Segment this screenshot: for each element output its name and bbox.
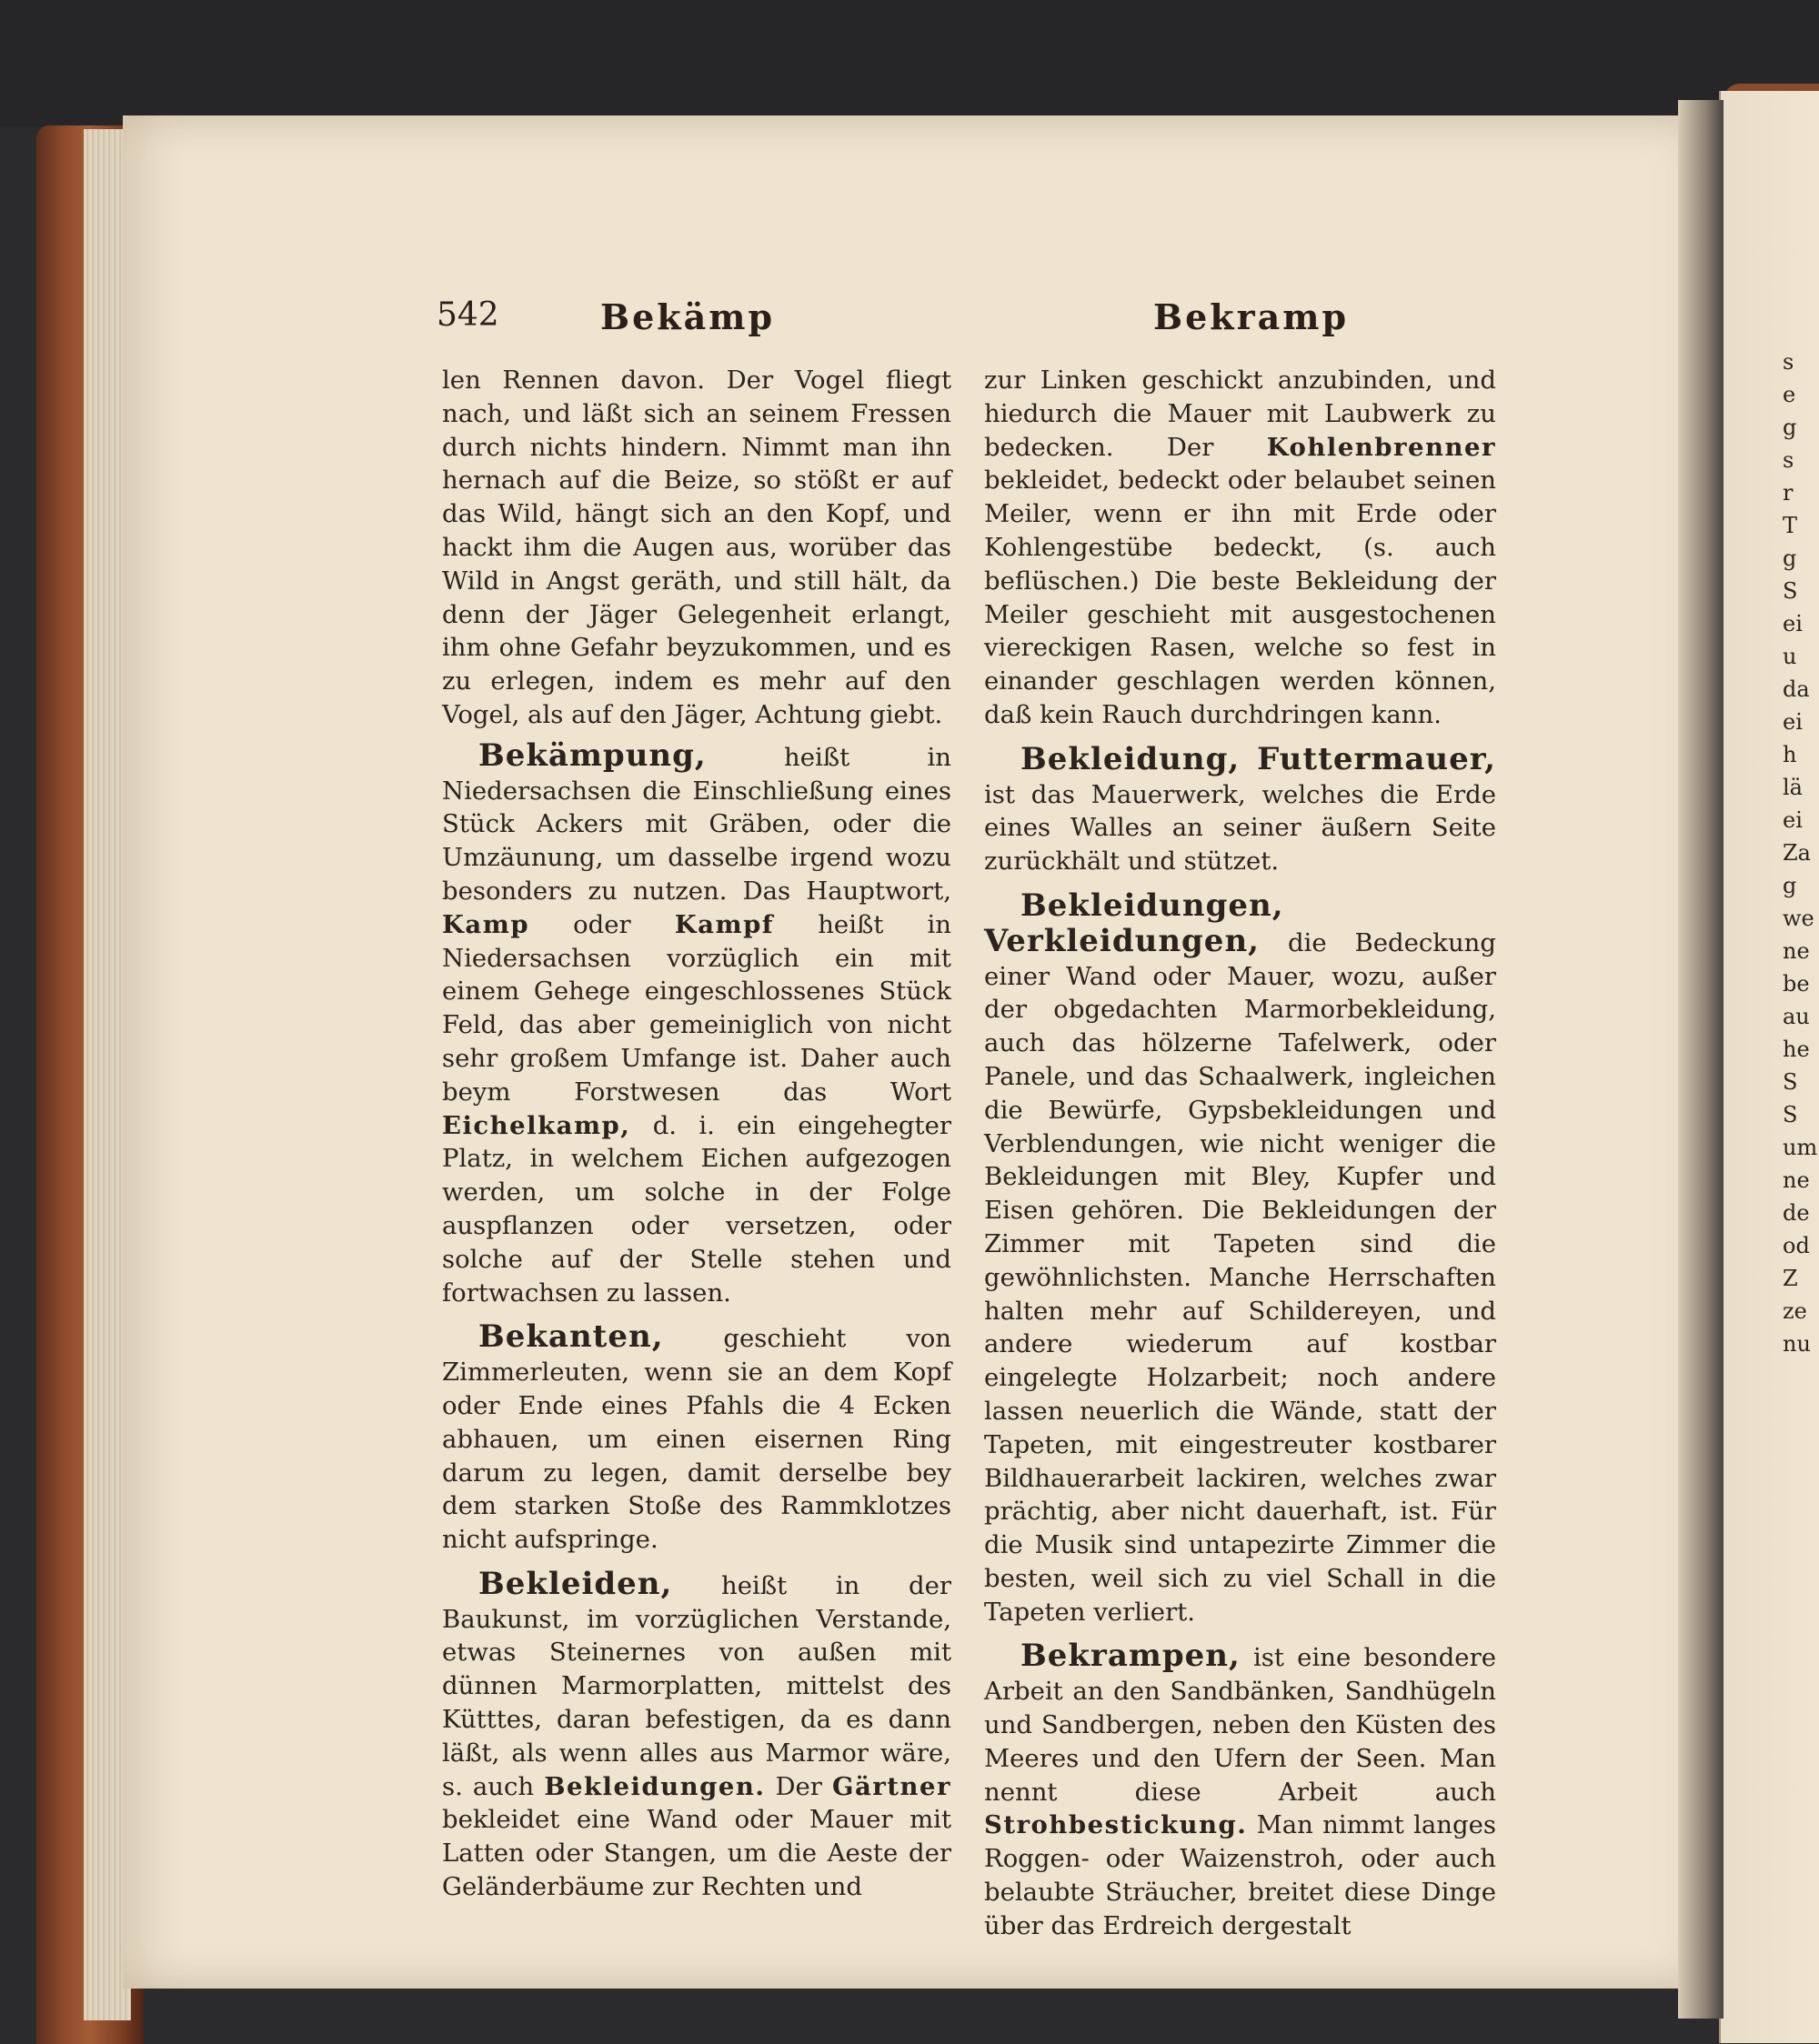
fragment: we xyxy=(1783,906,1814,931)
headword: Bekleidung, Futtermauer, xyxy=(1020,740,1496,777)
fragment: g xyxy=(1783,873,1797,898)
fragment: ne xyxy=(1783,938,1810,964)
fragment: be xyxy=(1783,971,1810,997)
fragment: g xyxy=(1783,415,1797,440)
fragment: um xyxy=(1783,1135,1818,1160)
running-head-left: Bekämp xyxy=(600,296,776,337)
fragment: h xyxy=(1783,742,1797,767)
continuation-paragraph: len Rennen davon. Der Vogel fliegt nach, und läßt sich an seinem Fressen durch nichts hindern. Nimmt man ihn hernach auf die Beize, so stößt er auf das Wild, hängt sich an den Kopf, und hackt ihm die Augen aus, worüber das Wild in Angst geräth, und still hält, da denn der Jäger Gelegenheit erlangt, ihm ohne Gefahr beyzukommen, und es zu erlegen, indem es mehr auf den Vogel, als auf den Jäger, Achtung giebt. xyxy=(442,366,951,729)
fragment: ne xyxy=(1783,1167,1810,1193)
fragment: au xyxy=(1783,1004,1810,1029)
fragment: S xyxy=(1783,1102,1798,1127)
fragment: s xyxy=(1783,349,1794,375)
fragment: S xyxy=(1783,578,1798,604)
emphasis-term: Gärtner xyxy=(832,1771,951,1801)
headword: Bekleiden, xyxy=(478,1565,673,1602)
page-number: 542 xyxy=(437,296,499,334)
running-head-right: Bekramp xyxy=(1153,296,1350,337)
fragment: od xyxy=(1783,1233,1810,1258)
fragment: Z xyxy=(1783,1266,1798,1291)
fragment: ei xyxy=(1783,611,1803,636)
fragment: g xyxy=(1783,546,1797,571)
facing-page-text-fragments xyxy=(1783,346,1819,1360)
emphasis-term: Kampf xyxy=(674,909,775,939)
emphasis-term: Kohlenbrenner xyxy=(1266,432,1496,462)
headword: Bekleidungen, Verkleidungen, xyxy=(984,887,1284,959)
emphasis-term: Bekleidungen. xyxy=(544,1771,766,1801)
headword: Bekämpung, xyxy=(478,736,707,774)
fragment: he xyxy=(1783,1037,1810,1062)
fragment: e xyxy=(1783,382,1796,407)
entry-bekleidung-futtermauer: Bekleidung, Futtermauer, ist das Mauerwerk, welches die Erde eines Walles an seiner äußern Seite zurückhält und stützet. xyxy=(984,740,1496,877)
book-gutter xyxy=(1678,100,1724,2019)
emphasis-term: Eichelkamp, xyxy=(442,1110,631,1140)
emphasis-term: Kamp xyxy=(442,909,530,939)
fragment: ei xyxy=(1783,807,1803,833)
fragment: ze xyxy=(1783,1298,1807,1324)
fragment: de xyxy=(1783,1200,1810,1226)
continuation-paragraph: zur Linken geschickt anzubinden, und hiedurch die Mauer mit Laubwerk zu bedecken. Der Kohlenbrenner bekleidet, bedeckt oder belaubet seinen Meiler, wenn er ihn mit Erde oder Kohlengestübe bedeckt, (s. auch beflüschen.) Die beste Bekleidung der Meiler geschieht mit ausgestochenen viereckigen Rasen, welche so fest in einander geschlagen werden können, daß kein Rauch durchdringen kann. xyxy=(984,366,1496,729)
fragment: r xyxy=(1783,480,1794,506)
fragment: T xyxy=(1783,513,1798,538)
fragment: u xyxy=(1783,644,1797,669)
entry-bekleiden: Bekleiden, heißt in der Baukunst, im vorzüglichen Verstande, etwas Steinernes von außen mit dünnen Marmorplatten, mittelst des Kütttes, daran befestigen, da es dann läßt, als wenn alles aus Marmor wäre, s. auch Bekleidungen. Der Gärtner bekleidet eine Wand oder Mauer mit Latten oder Stangen, um die Aeste der Geländerbäume zur Rechten und xyxy=(442,1565,951,1902)
headword: Bekrampen, xyxy=(1020,1638,1241,1675)
left-column xyxy=(442,364,951,1904)
entry-bekanten: Bekanten, geschieht von Zimmerleuten, wenn sie an dem Kopf oder Ende eines Pfahls die 4 Ecken abhauen, um einen eisernen Ring darum zu legen, damit derselbe bey dem starken Stoße des Rammklotzes nicht aufspringe. xyxy=(442,1318,951,1555)
fragment: da xyxy=(1783,676,1810,702)
fragment: ei xyxy=(1783,709,1803,735)
right-column xyxy=(984,364,1496,1943)
fragment: nu xyxy=(1783,1331,1811,1357)
fragment: Za xyxy=(1783,840,1811,866)
fragment: s xyxy=(1783,447,1794,473)
fragment: S xyxy=(1783,1069,1798,1095)
background-shadow xyxy=(0,0,1819,127)
entry-bekrampen: Bekrampen, ist eine besondere Arbeit an den Sandbänken, Sandhügeln und Sandbergen, neben den Küsten des Meeres und den Ufern der Seen. Man nennt diese Arbeit auch Strohbestickung. Man nimmt langes Roggen- oder Waizenstroh, oder auch belaubte Sträucher, breitet diese Dinge über das Erdreich dergestalt xyxy=(984,1638,1496,1940)
entry-bekaempung: Bekämpung, heißt in Niedersachsen die Einschließung eines Stück Ackers mit Gräben, oder die Umzäunung, um dasselbe irgend wozu besonders zu nutzen. Das Hauptwort, Kamp oder Kampf heißt in Niedersachsen vorzüglich ein mit einem Gehege eingeschlossenes Stück Feld, das aber gemeiniglich von nicht sehr großem Umfange ist. Daher auch beym Forstwesen das Wort Eichelkamp, d. i. ein eingehegter Platz, in welchem Eichen aufgezogen werden, um solche in der Folge auspflanzen oder versetzen, oder solche auf der Stelle stehen und fortwachsen zu lassen. xyxy=(442,736,951,1308)
emphasis-term: Strohbestickung. xyxy=(984,1810,1248,1840)
headword: Bekanten, xyxy=(478,1318,664,1356)
entry-bekleidungen: Bekleidungen, Verkleidungen, die Bedeckung einer Wand oder Mauer, wozu, außer der obgedachten Marmorbekleidung, auch das hölzerne Tafelwerk, oder Panele, und das Schaalwerk, ingleichen die Bewürfe, Gypsbekleidungen und Verblendungen, wie nicht weniger die Bekleidungen mit Bley, Kupfer und Eisen gehören. Die Bekleidungen der Zimmer mit Tapeten sind die gewöhnlichsten. Manche Herrschaften halten mehr auf Schildereyen, und andere wiederum auf kostbar eingelegte Holzarbeit; noch andere lassen neuerlich die Wände, statt der Tapeten, mit eingestreuter kostbarer Bildhauerarbeit lackiren, welches zwar prächtig, aber nicht dauerhaft, ist. Für die Musik sind untapezirte Zimmer die besten, weil sich zu viel Schall in die Tapeten verliert. xyxy=(984,887,1496,1627)
page-header xyxy=(437,296,1501,340)
fragment: lä xyxy=(1783,775,1803,800)
